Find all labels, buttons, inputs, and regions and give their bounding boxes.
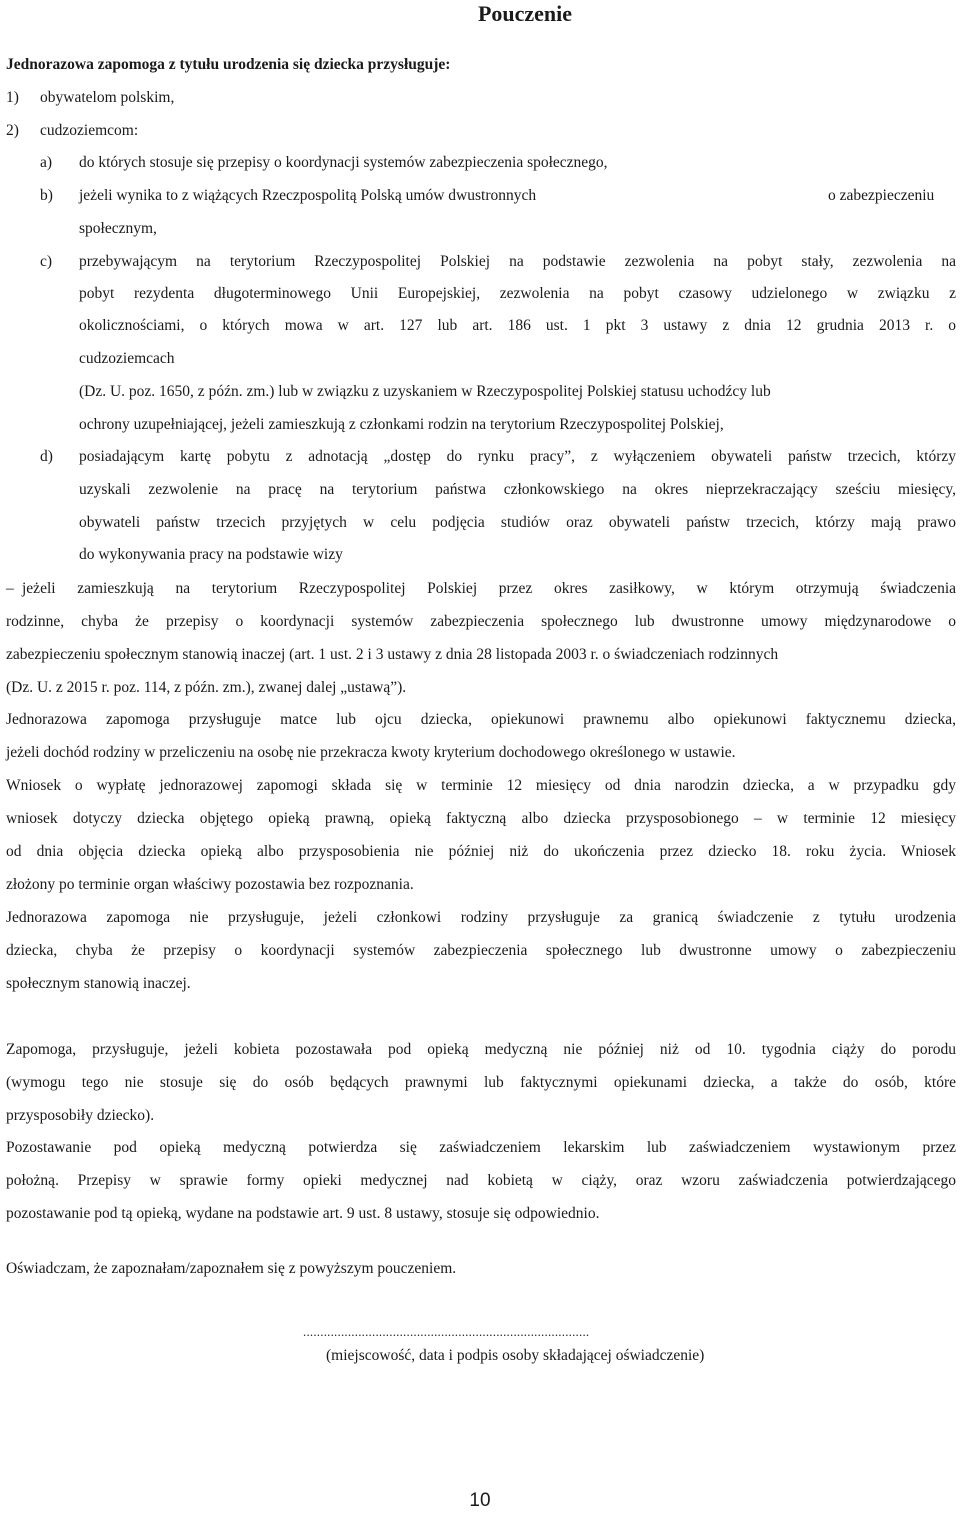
list-item-number: 2) <box>6 122 19 139</box>
sublist-letter: a) <box>40 154 53 171</box>
signature-caption: (miejscowość, data i podpis osoby składającej oświadczenie) <box>326 1347 705 1364</box>
paragraph-line: pozostawanie pod tą opieką, wydane na podstawie art. 9 ust. 8 ustawy, stosuje się odpowiednio. <box>6 1205 600 1222</box>
declaration-text: Oświadczam, że zapoznałam/zapoznałem się z powyższym pouczeniem. <box>6 1260 457 1277</box>
sublist-text: o zabezpieczeniu <box>828 187 935 204</box>
paragraph-line: Zapomoga, przysługuje, jeżeli kobieta pozostawała pod opieką medyczną nie później niż od 10. tygodnia ciąży do porodu <box>6 1041 956 1058</box>
sublist-text: (Dz. U. poz. 1650, z późn. zm.) lub w związku z uzyskaniem w Rzeczypospolitej Polskiej statusu uchodźcy lub <box>79 383 771 400</box>
sublist-text: obywateli państw trzecich przyjętych w celu podjęcia studiów oraz obywateli państw trzecich, którzy mają prawo <box>79 514 956 531</box>
paragraph-line: od dnia objęcia dziecka opieką albo przysposobienia nie później niż do ukończenia przez dziecko 18. roku życia. Wniosek <box>6 843 956 860</box>
paragraph-line: jeżeli dochód rodziny w przeliczeniu na osobę nie przekracza kwoty kryterium dochodowego określonego w ustawie. <box>6 744 736 761</box>
sublist-letter: c) <box>40 253 53 270</box>
sublist-text: społecznym, <box>79 220 157 237</box>
sublist-letter: b) <box>40 187 53 204</box>
sublist-text: posiadającym kartę pobytu z adnotacją „dostęp do rynku pracy”, z wyłączeniem obywateli państw trzecich, którzy <box>79 448 956 465</box>
paragraph-line: (Dz. U. z 2015 r. poz. 114, z późn. zm.), zwanej dalej „ustawą”). <box>6 679 407 696</box>
paragraph-line: rodzinne, chyba że przepisy o koordynacji systemów zabezpieczenia społecznego lub dwustronne umowy międzynarodowe o <box>6 613 956 630</box>
sublist-text: pobyt rezydenta długoterminowego Unii Europejskiej, zezwolenia na pobyt czasowy udzielonego w związku z <box>79 285 956 302</box>
paragraph-line: zabezpieczeniu społecznym stanowią inaczej (art. 1 ust. 2 i 3 ustawy z dnia 28 listopada 2003 r. o świadczeniach rodzinnych <box>6 646 779 663</box>
sublist-text: uzyskali zezwolenie na pracę na terytorium państwa członkowskiego na okres nieprzekraczający sześciu miesięcy, <box>79 481 956 498</box>
paragraph-line: wniosek dotyczy dziecka objętego opieką prawną, opieką faktyczną albo dziecka przysposobionego – w terminie 12 miesięcy <box>6 810 956 827</box>
paragraph-line: położną. Przepisy w sprawie formy opieki medycznej nad kobietą w ciąży, oraz wzoru zaświadczenia potwierdzającego <box>6 1172 956 1189</box>
page-number: 10 <box>469 1490 491 1511</box>
page-title: Pouczenie <box>477 1 573 26</box>
sublist-text: do wykonywania pracy na podstawie wizy <box>79 546 343 563</box>
signature-line: ................................................................................... <box>303 1324 590 1339</box>
sublist-text: okolicznościami, o których mowa w art. 127 lub art. 186 ust. 1 pkt 3 ustawy z dnia 12 grudnia 2013 r. o <box>79 317 956 334</box>
section-heading: Jednorazowa zapomoga z tytułu urodzenia się dziecka przysługuje: <box>6 56 451 73</box>
paragraph-line: Wniosek o wypłatę jednorazowej zapomogi składa się w terminie 12 miesięcy od dnia narodzin dziecka, a w przypadku gdy <box>6 777 956 794</box>
sublist-letter: d) <box>40 448 53 465</box>
paragraph-line: Pozostawanie pod opieką medyczną potwierdza się zaświadczeniem lekarskim lub zaświadczeniem wystawionym przez <box>6 1139 956 1156</box>
sublist-text: ochrony uzupełniającej, jeżeli zamieszkują z członkami rodzin na terytorium Rzeczypospolitej Polskiej, <box>79 416 724 433</box>
paragraph-line: społecznym stanowią inaczej. <box>6 975 191 992</box>
paragraph-line: Jednorazowa zapomoga przysługuje matce lub ojcu dziecka, opiekunowi prawnemu albo opiekunowi faktycznemu dziecka, <box>6 711 956 728</box>
paragraph-line: dziecka, chyba że przepisy o koordynacji systemów zabezpieczenia społecznego lub dwustronne umowy o zabezpieczeniu <box>6 942 956 959</box>
sublist-text: cudzoziemcach <box>79 350 175 367</box>
sublist-text: jeżeli wynika to z wiążących Rzeczpospolitą Polską umów dwustronnych <box>79 187 537 204</box>
paragraph-line: jeżeli zamieszkują na terytorium Rzeczypospolitej Polskiej przez okres zasiłkowy, w którym otrzymują świadczenia <box>22 580 956 597</box>
paragraph-line: przysposobiły dziecko). <box>6 1107 155 1124</box>
list-item-text: obywatelom polskim, <box>40 89 175 106</box>
sublist-text: do których stosuje się przepisy o koordynacji systemów zabezpieczenia społecznego, <box>79 154 608 171</box>
list-item-number: 1) <box>6 89 19 106</box>
list-item-text: cudzoziemcom: <box>40 122 139 139</box>
dash-marker: – <box>6 580 14 597</box>
paragraph-line: Jednorazowa zapomoga nie przysługuje, jeżeli członkowi rodziny przysługuje za granicą świadczenie z tytułu urodzenia <box>6 909 956 926</box>
sublist-text: przebywającym na terytorium Rzeczypospolitej Polskiej na podstawie zezwolenia na pobyt stały, zezwolenia na <box>79 253 956 270</box>
paragraph-line: złożony po terminie organ właściwy pozostawia bez rozpoznania. <box>6 876 414 893</box>
paragraph-line: (wymogu tego nie stosuje się do osób będących prawnymi lub faktycznymi opiekunami dziecka, a także do osób, które <box>6 1074 956 1091</box>
